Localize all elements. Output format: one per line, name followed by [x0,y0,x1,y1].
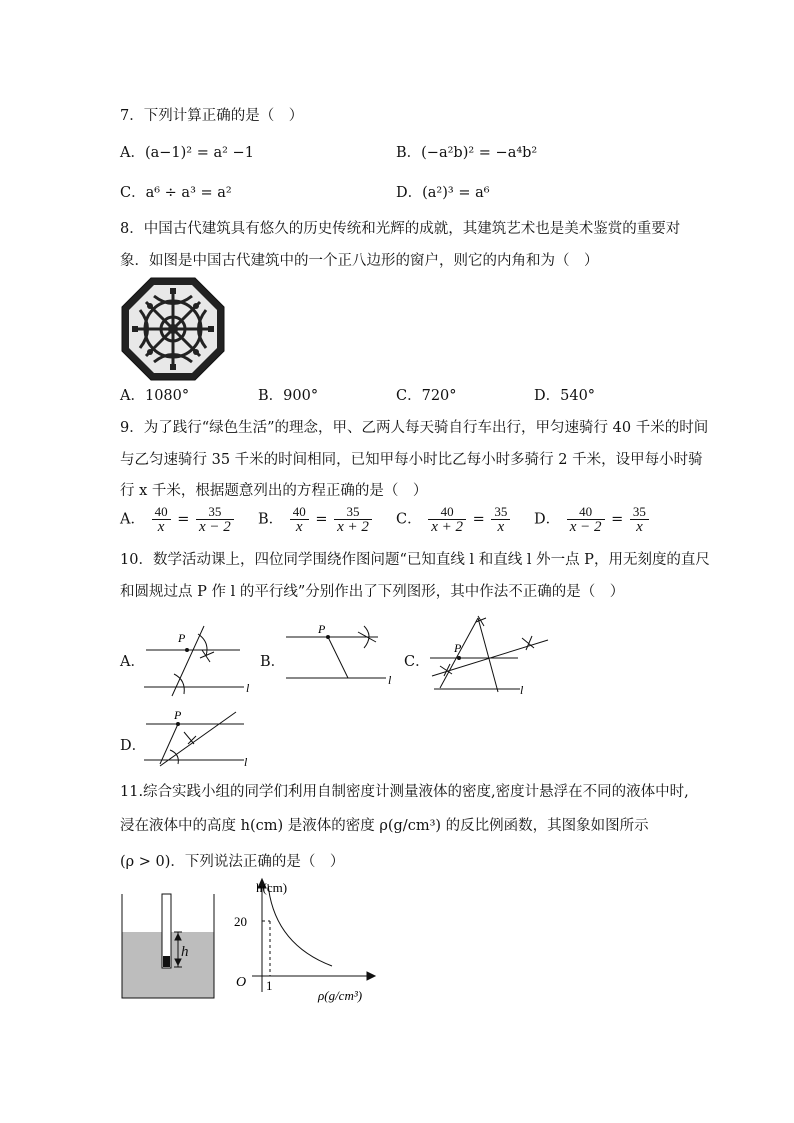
q9-b-right-fraction: $\frac{35}{x + 2}$ [334,504,372,535]
q9-option-a[interactable]: A． $\frac{40}{x}$ = $\frac{35}{x - 2}$ [120,504,236,535]
q8-stem-line2: 象．如图是中国古代建筑中的一个正八边形的窗户，则它的内角和为（ ） [120,253,599,269]
q10-stem-line2: 和圆规过点 P 作 l 的平行线”分别作出了下列图形，其中作法不正确的是（ ） [120,584,625,600]
q9-d-left-fraction: $\frac{40}{x - 2}$ [567,504,605,535]
graph-y-tick-20: 20 [234,914,247,929]
q8-option-d[interactable]: D．540° [534,388,596,404]
q8-stem-line1: 8．中国古代建筑具有悠久的历史传统和光辉的成就，其建筑艺术也是美术鉴赏的重要对 [120,221,681,237]
q10-c-line-l: l [520,683,524,696]
q10-d-line-l: l [244,755,248,768]
q10-figure-b[interactable] [282,622,398,688]
q8-option-c[interactable]: C．720° [396,388,457,404]
q9-stem-line1: 9．为了践行“绿色生活”的理念，甲、乙两人每天骑自行车出行，甲匀速骑行 40 千米的时间 [120,420,709,436]
q10-b-point-p: P [318,622,326,636]
q10-figure-d[interactable] [140,708,256,768]
graph-x-axis-label: ρ(g/cm³) [318,988,363,1003]
q11-stem-line3: (ρ > 0)．下列说法正确的是（ ） [120,854,345,870]
q10-option-d-label[interactable]: D． [120,738,147,754]
q10-option-c-label[interactable]: C． [404,654,430,670]
q9-option-c[interactable]: C． $\frac{40}{x + 2}$ = $\frac{35}{x}$ [396,504,512,535]
q9-b-left-fraction: $\frac{40}{x}$ [290,504,309,535]
q11-stem-line1: 11.综合实践小组的同学们利用自制密度计测量液体的密度,密度计悬浮在不同的液体中时, [120,784,689,800]
q9-c-right-fraction: $\frac{35}{x}$ [491,504,510,535]
q10-option-b-label[interactable]: B． [260,654,286,670]
q7-option-d[interactable]: D．(a²)³ = a⁶ [396,185,490,201]
q9-c-left-fraction: $\frac{40}{x + 2}$ [428,504,466,535]
q10-figure-a[interactable] [140,622,258,700]
q8-option-a[interactable]: A．1080° [120,388,190,404]
q9-option-b[interactable]: B． $\frac{40}{x}$ = $\frac{35}{x + 2}$ [258,504,374,535]
q10-stem-line1: 10．数学活动课上，四位同学围绕作图问题“已知直线 l 和直线 l 外一点 P，用无刻度的直尺 [120,552,710,568]
q10-a-line-l: l [246,681,250,695]
q7-option-b[interactable]: B．(−a²b)² = −a⁴b² [396,145,538,161]
inverse-proportion-graph [222,874,382,1004]
q10-option-a-label[interactable]: A． [120,654,145,670]
q9-a-right-fraction: $\frac{35}{x - 2}$ [196,504,234,535]
q7-option-a[interactable]: A．(a−1)² = a² −1 [120,145,254,161]
hydrometer-h-label: h [181,944,189,960]
q10-b-line-l: l [388,673,392,687]
q11-stem-line2: 浸在液体中的高度 h(cm) 是液体的密度 ρ(g/cm³) 的反比例函数，其图象如图所示 [120,818,649,834]
q9-stem-line2: 与乙匀速骑行 35 千米的时间相同，已知甲每小时比乙每小时多骑行 2 千米，设甲每小时骑 [120,452,703,468]
q9-a-left-fraction: $\frac{40}{x}$ [152,504,171,535]
octagon-window-image [120,276,226,382]
q8-option-b[interactable]: B．900° [258,388,319,404]
q10-c-point-p: P [454,641,462,655]
hydrometer-container-illustration [120,890,216,1002]
q10-a-point-p: P [178,631,186,645]
graph-origin-label: O [236,975,247,990]
graph-y-axis-label: h(cm) [256,880,288,895]
q9-option-d[interactable]: D． $\frac{40}{x - 2}$ = $\frac{35}{x}$ [534,504,651,535]
q7-stem: 7．下列计算正确的是（ ） [120,108,304,124]
graph-x-tick-1: 1 [266,978,273,993]
inverse-curve [268,884,332,966]
q10-figure-c[interactable] [426,614,556,696]
q9-d-right-fraction: $\frac{35}{x}$ [630,504,649,535]
q7-option-c[interactable]: C．a⁶ ÷ a³ = a² [120,185,232,201]
q9-stem-line3: 行 x 千米，根据题意列出的方程正确的是（ ） [120,483,428,499]
q10-d-point-p: P [174,708,182,722]
